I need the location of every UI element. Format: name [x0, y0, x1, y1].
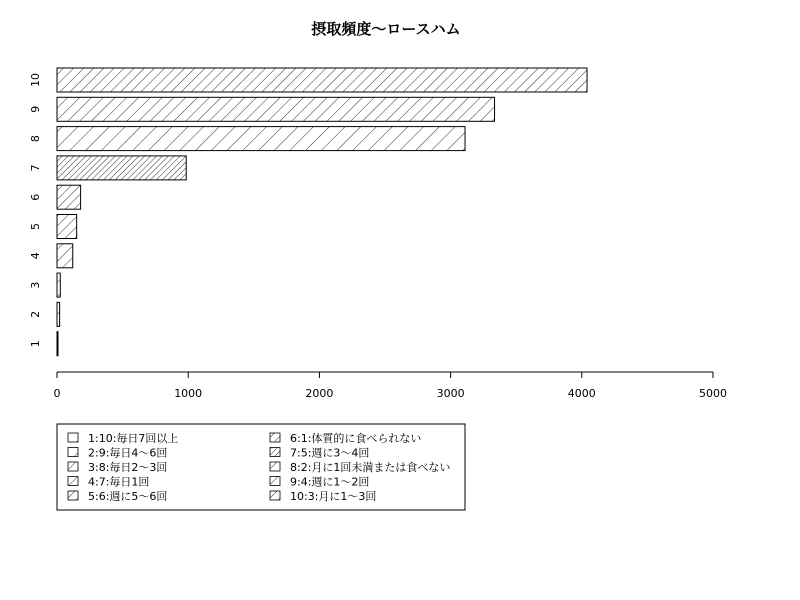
bar-4 [57, 244, 73, 268]
legend-label: 1:10:毎日7回以上 [88, 432, 179, 445]
legend-swatch [68, 462, 78, 471]
legend-swatch [270, 477, 280, 486]
y-tick-label: 7 [29, 164, 42, 172]
bar-2 [57, 302, 60, 326]
legend-label: 6:1:体質的に食べられない [290, 432, 422, 445]
y-tick-label: 4 [29, 252, 42, 260]
bar-9 [57, 97, 495, 121]
legend-label: 7:5:週に3〜4回 [290, 446, 370, 460]
legend-label: 9:4:週に1〜2回 [290, 475, 370, 489]
chart-title: 摂取頻度〜ロースハム [311, 20, 461, 38]
bar-7 [57, 156, 186, 180]
x-tick-label: 1000 [174, 387, 203, 400]
x-tick-label: 2000 [305, 387, 334, 400]
y-tick-label: 3 [29, 281, 42, 289]
bars [57, 68, 587, 356]
legend-label: 2:9:毎日4〜6回 [88, 446, 168, 460]
y-tick-label: 5 [29, 223, 42, 230]
legend-label: 3:8:毎日2〜3回 [88, 461, 168, 474]
y-tick-label: 2 [29, 310, 42, 318]
legend [57, 424, 465, 510]
y-tick-label: 6 [29, 193, 42, 201]
x-tick-label: 5000 [699, 387, 727, 400]
y-tick-label: 8 [29, 135, 42, 143]
legend-swatch [270, 491, 280, 500]
bar-3 [57, 273, 60, 297]
x-tick-label: 0 [53, 387, 61, 400]
legend-swatch [68, 477, 78, 486]
legend-label: 5:6:週に5〜6回 [88, 490, 168, 503]
y-axis [29, 73, 42, 347]
bar-1 [57, 332, 58, 356]
legend-label: 4:7:毎日1回 [88, 475, 150, 489]
x-axis [54, 372, 728, 400]
legend-label: 10:3:月に1〜3回 [290, 490, 377, 503]
bar-8 [57, 127, 465, 151]
legend-swatch [68, 433, 78, 442]
legend-label: 8:2:月に1回未満または食べない [290, 461, 451, 474]
legend-swatch [270, 448, 280, 457]
y-tick-label: 9 [29, 105, 42, 113]
legend-swatch [270, 462, 280, 471]
y-tick-label: 1 [29, 340, 42, 348]
x-tick-label: 3000 [436, 387, 465, 400]
y-tick-label: 10 [29, 73, 42, 87]
legend-swatch [270, 433, 280, 442]
legend-swatch [68, 491, 78, 500]
legend-swatch [68, 448, 78, 457]
bar-10 [57, 68, 587, 92]
x-tick-label: 4000 [567, 387, 596, 400]
bar-6 [57, 185, 81, 209]
bar-5 [57, 215, 77, 239]
